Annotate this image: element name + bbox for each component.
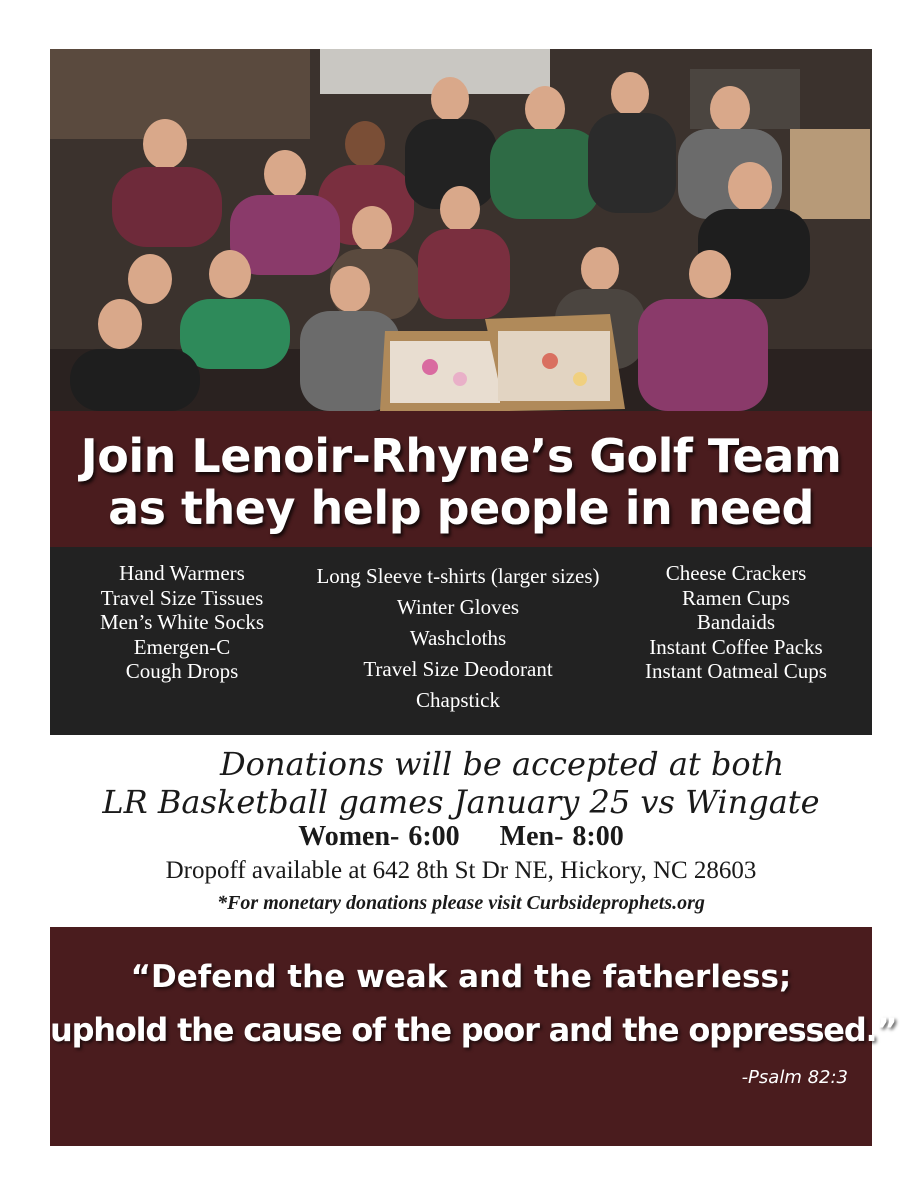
list-item: Washcloths [409,626,507,650]
list-item: Instant Oatmeal Cups [645,659,827,683]
women-time: Women- 6:00 [298,821,460,852]
flyer [50,49,897,1146]
list-item: Emergen-C [133,634,231,659]
title-band [50,411,872,547]
list-item: Chapstick [416,688,500,712]
items-column-1 [80,561,284,684]
list-item: Winter Gloves [396,595,520,619]
monetary-donations: *For monetary donations please visit Curbsideprophets.org [217,892,705,914]
items-column-2 [288,561,628,716]
list-item: Travel Size Tissues [100,585,264,610]
game-times [50,821,872,853]
list-item: Travel Size Deodorant [363,657,553,681]
title-line-2: as they help people in need [108,481,814,535]
list-item: Men’s White Socks [99,610,265,634]
title-line-1: Join Lenoir-Rhyne’s Golf Team [80,429,842,483]
quote-band [50,927,897,1146]
quote-line-2: uphold the cause of the poor and the oppressed.” [50,1011,897,1049]
list-item: Cough Drops [125,659,239,683]
donation-items-list [50,547,872,735]
team-photo [50,49,872,411]
items-column-3 [620,561,852,684]
list-item: Long Sleeve t-shirts (larger sizes) [316,564,600,588]
donations-line-1: Donations will be accepted at both [220,745,785,783]
quote-citation: -Psalm 82:3 [741,1067,848,1088]
team-photo-icon [50,49,872,411]
men-time: Men- 8:00 [499,821,624,852]
donations-line-2: LR Basketball games January 25 vs Wingate [102,783,820,821]
list-item: Hand Warmers [119,561,245,585]
list-item: Bandaids [696,610,776,634]
list-item: Ramen Cups [682,585,790,610]
list-item: Cheese Crackers [665,561,807,585]
quote-line-1: “Defend the weak and the fatherless; [130,959,792,995]
dropoff-address: Dropoff available at 642 8th St Dr NE, Hickory, NC 28603 [165,857,757,884]
list-item: Instant Coffee Packs [649,634,823,659]
donation-info [50,735,872,927]
